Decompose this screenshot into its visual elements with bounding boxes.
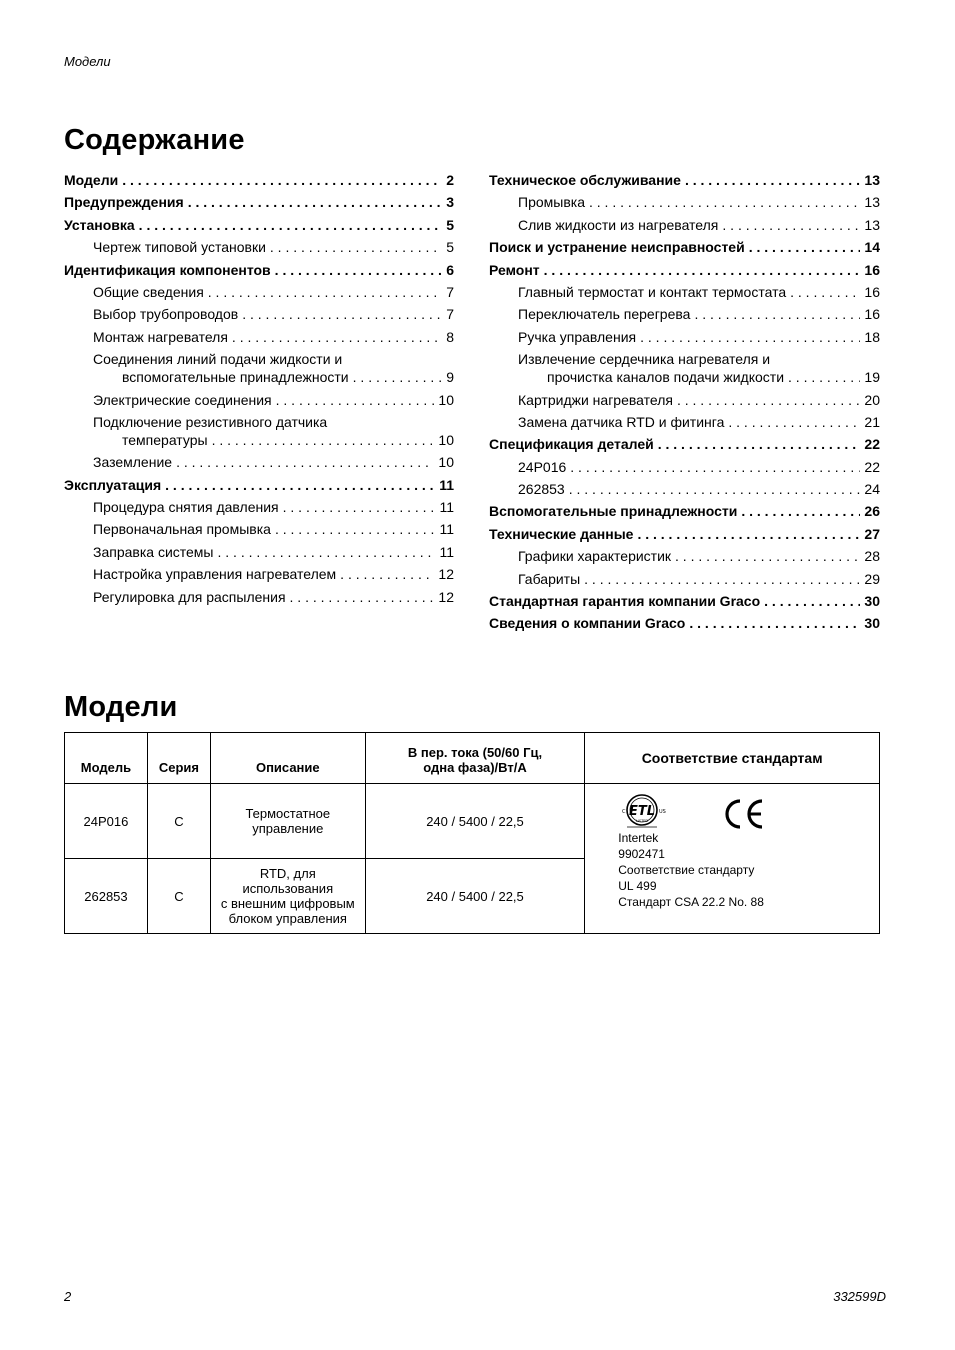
toc-entry-page: 22 (864, 458, 880, 475)
toc-entry-page: 13 (864, 172, 880, 188)
toc-entry[interactable] (489, 478, 880, 500)
toc-entry[interactable] (64, 259, 454, 281)
etl-listed-logo (618, 792, 670, 836)
svg-text:US: US (659, 809, 667, 815)
toc-entry-page: 16 (864, 261, 880, 278)
cell-model: 262853 (65, 859, 148, 934)
toc-leader-dots (276, 391, 435, 409)
toc-leader-dots (208, 283, 442, 301)
svg-text:LISTED: LISTED (636, 819, 649, 823)
header-ac-line2: одна фаза)/Вт/А (423, 760, 527, 775)
toc-entry-page: 30 (864, 593, 880, 610)
toc-entry-title: Чертеж типовой установки (93, 239, 266, 256)
toc-entry-page: 5 (446, 216, 454, 233)
toc-entry[interactable] (64, 303, 454, 325)
toc-leader-dots (741, 502, 860, 520)
toc-entry[interactable] (489, 612, 880, 634)
toc-entry-title: Ремонт (489, 261, 540, 278)
toc-entry[interactable] (489, 169, 880, 191)
cell-compliance (585, 784, 880, 934)
description-line: управление (252, 821, 324, 836)
toc-entry[interactable] (64, 236, 454, 258)
compliance-line: Соответствие стандарту (618, 863, 755, 877)
toc-entry[interactable] (64, 326, 454, 348)
toc-entry-title: Поиск и устранение неисправностей (489, 239, 745, 256)
toc-entry-page: 5 (446, 239, 454, 256)
toc-leader-dots (218, 543, 436, 561)
toc-entry-title: Подключение резистивного датчика (93, 413, 328, 430)
toc-entry-title: Техническое обслуживание (489, 172, 681, 188)
toc-entry-title: Выбор трубопроводов (93, 306, 239, 323)
toc-leader-dots (790, 283, 860, 301)
toc-entry[interactable] (489, 281, 880, 303)
toc-entry-title: Переключатель перегрева (518, 306, 691, 323)
toc-entry-page: 10 (438, 454, 454, 471)
toc-entry[interactable] (489, 456, 880, 478)
toc-entry[interactable] (64, 496, 454, 518)
toc-entry-title: Слив жидкости из нагревателя (518, 216, 719, 233)
toc-entry-page: 19 (864, 369, 880, 386)
toc-leader-dots (677, 391, 860, 409)
toc-entry[interactable] (64, 451, 454, 473)
toc-entry[interactable] (489, 523, 880, 545)
cell-model: 24P016 (65, 784, 148, 859)
toc-entry-title: Картриджи нагревателя (518, 391, 673, 408)
toc-entry-page: 8 (446, 328, 454, 345)
toc-entry[interactable] (64, 541, 454, 563)
toc-leader-dots (290, 588, 435, 606)
toc-entry-page: 16 (864, 283, 880, 300)
description-line: Термостатное (245, 806, 331, 821)
toc-leader-dots (570, 458, 860, 476)
toc-title: Содержание (64, 124, 245, 156)
toc-entry-title: Спецификация деталей (489, 436, 654, 453)
intertek-label: Intertek (618, 831, 659, 845)
toc-entry[interactable] (489, 259, 880, 281)
toc-entry-title: Эксплуатация (64, 476, 162, 493)
svg-text:ETL: ETL (629, 804, 656, 819)
toc-leader-dots (722, 216, 860, 234)
toc-entry-page: 28 (864, 548, 880, 565)
toc-entry[interactable] (489, 568, 880, 590)
toc-entry-page: 24 (864, 481, 880, 498)
running-header: Модели (64, 54, 111, 69)
header-series: Серия (147, 733, 210, 784)
toc-entry-title: Установка (64, 216, 135, 233)
toc-entry-page: 12 (438, 588, 454, 605)
toc-leader-dots (212, 431, 435, 449)
toc-leader-dots (165, 476, 435, 494)
toc-leader-dots (122, 171, 442, 189)
toc-entry-title: Главный термостат и контакт термостата (518, 283, 787, 300)
toc-entry-title: Графики характеристик (518, 548, 672, 565)
toc-entry-page: 11 (439, 476, 454, 493)
toc-entry-page: 11 (439, 521, 454, 538)
toc-leader-dots (675, 547, 860, 565)
table-row (65, 784, 880, 859)
toc-entry-page: 12 (438, 566, 454, 583)
toc-entry-title: Сведения о компании Graco (489, 615, 686, 632)
toc-entry-page: 7 (446, 306, 454, 323)
toc-leader-dots (637, 525, 860, 543)
toc-entry[interactable] (64, 281, 454, 303)
toc-leader-dots (788, 368, 860, 386)
toc-leader-dots (749, 238, 861, 256)
toc-entry-title: 262853 (518, 481, 565, 498)
header-ac (365, 733, 585, 784)
toc-entry-page: 14 (864, 239, 880, 256)
toc-entry-page: 7 (446, 283, 454, 300)
header-standards: Соответствие стандартам (585, 733, 880, 784)
toc-entry[interactable] (489, 389, 880, 411)
toc-entry-title: Заземление (93, 454, 173, 471)
toc-entry-title: 24P016 (518, 458, 567, 475)
toc-entry-title: Регулировка для распыления (93, 588, 286, 605)
toc-entry-page: 21 (864, 413, 880, 430)
toc-leader-dots (589, 193, 860, 211)
toc-entry-title: Заправка системы (93, 543, 214, 560)
toc-leader-dots (689, 614, 860, 632)
toc-right-column (489, 169, 880, 635)
toc-entry[interactable] (64, 214, 454, 236)
toc-leader-dots (544, 261, 861, 279)
toc-entry-continuation (93, 368, 454, 386)
toc-entry-page: 9 (446, 369, 454, 386)
toc-entry-page: 27 (864, 525, 880, 542)
toc-entry[interactable] (64, 563, 454, 585)
compliance-line: Стандарт CSA 22.2 No. 88 (618, 895, 764, 909)
toc-entry-title: Ручка управления (518, 328, 637, 345)
toc-entry-title: Предупреждения (64, 194, 184, 211)
toc-leader-dots (658, 435, 861, 453)
cell-series: C (147, 784, 210, 859)
toc-leader-dots (283, 498, 436, 516)
toc-leader-dots (353, 368, 443, 386)
header-ac-line1: В пер. тока (50/60 Гц, (407, 745, 543, 760)
toc-entry[interactable] (489, 545, 880, 567)
toc-entry[interactable] (64, 191, 454, 213)
toc-entry[interactable] (489, 411, 880, 433)
toc-entry-title: Общие сведения (93, 283, 204, 300)
toc-entry-page: 10 (438, 391, 454, 408)
toc-leader-dots (685, 171, 860, 189)
toc-entry-title: Извлечение сердечника нагревателя и (518, 351, 771, 368)
description-line: блоком управления (228, 911, 347, 926)
toc-entry-page: 20 (864, 391, 880, 408)
toc-leader-dots (569, 480, 861, 498)
toc-entry-page: 29 (864, 570, 880, 587)
toc-entry-title-cont: прочистка каналов подачи жидкости (547, 369, 785, 386)
toc-leader-dots (640, 328, 860, 346)
toc-entry[interactable] (489, 348, 880, 388)
toc-entry[interactable] (64, 586, 454, 608)
toc-entry-title: Вспомогательные принадлежности (489, 503, 738, 520)
toc-entry-page: 11 (439, 543, 454, 560)
toc-leader-dots (694, 305, 860, 323)
toc-entry-page: 18 (864, 328, 880, 345)
cert-number: 9902471 (618, 847, 665, 861)
toc-leader-dots (764, 592, 860, 610)
toc-entry-title-cont: вспомогательные принадлежности (122, 369, 349, 386)
toc-leader-dots (728, 413, 860, 431)
toc-leader-dots (270, 238, 442, 256)
ce-mark-icon (720, 797, 768, 831)
toc-leader-dots (584, 570, 860, 588)
description-line: RTD, для использования (242, 866, 334, 896)
toc-left-column (64, 169, 454, 608)
models-title: Модели (64, 691, 178, 723)
toc-leader-dots (139, 216, 443, 234)
toc-entry[interactable] (489, 214, 880, 236)
cell-description (210, 784, 365, 859)
description-line: с внешним цифровым (220, 896, 355, 911)
toc-leader-dots (188, 193, 443, 211)
toc-entry-page: 6 (446, 261, 454, 278)
toc-entry[interactable] (489, 191, 880, 213)
toc-entry[interactable] (489, 500, 880, 522)
toc-entry-page: 2 (446, 172, 454, 188)
header-description: Описание (210, 733, 365, 784)
toc-entry-page: 13 (864, 216, 880, 233)
toc-entry-title: Электрические соединения (93, 391, 272, 408)
toc-entry-page: 26 (864, 503, 880, 520)
toc-leader-dots (242, 305, 442, 323)
toc-entry-continuation (518, 368, 880, 386)
page-number: 2 (64, 1289, 72, 1304)
toc-leader-dots (176, 453, 434, 471)
svg-text:C: C (622, 809, 626, 815)
toc-entry-title: Технические данные (489, 525, 634, 542)
toc-entry-title: Стандартная гарантия компании Graco (489, 593, 761, 610)
toc-entry-title: Габариты (518, 570, 581, 587)
toc-entry-title: Монтаж нагревателя (93, 328, 228, 345)
toc-entry[interactable] (64, 389, 454, 411)
toc-entry-page: 30 (864, 615, 880, 632)
toc-entry[interactable] (489, 433, 880, 455)
toc-entry-title: Идентификация компонентов (64, 261, 271, 278)
toc-entry[interactable] (489, 236, 880, 258)
toc-entry-page: 10 (438, 431, 454, 448)
toc-entry-title: Соединения линий подачи жидкости и (93, 351, 343, 368)
header-model: Модель (65, 733, 148, 784)
cell-ac: 240 / 5400 / 22,5 (365, 859, 585, 934)
toc-entry[interactable] (64, 411, 454, 451)
cell-description (210, 859, 365, 934)
toc-entry[interactable] (64, 169, 454, 191)
toc-leader-dots (232, 328, 442, 346)
toc-entry-title: Процедура снятия давления (93, 499, 279, 516)
cell-series: C (147, 859, 210, 934)
toc-entry[interactable] (64, 348, 454, 388)
models-header-row (65, 733, 880, 784)
toc-entry[interactable] (489, 303, 880, 325)
toc-entry-title: Первоначальная промывка (93, 521, 271, 538)
compliance-line: UL 499 (618, 879, 657, 893)
cell-ac: 240 / 5400 / 22,5 (365, 784, 585, 859)
toc-entry[interactable] (489, 590, 880, 612)
toc-leader-dots (275, 261, 443, 279)
toc-entry-continuation (93, 431, 454, 449)
toc-entry-page: 11 (439, 499, 454, 516)
document-number: 332599D (833, 1289, 886, 1304)
toc-entry-title: Замена датчика RTD и фитинга (518, 413, 725, 430)
toc-entry-page: 13 (864, 194, 880, 211)
toc-leader-dots (275, 520, 436, 538)
toc-entry-page: 22 (864, 436, 880, 453)
toc-entry-title: Настройка управления нагревателем (93, 566, 337, 583)
toc-entry-title: Модели (64, 172, 119, 188)
toc-entry[interactable] (64, 518, 454, 540)
toc-leader-dots (340, 565, 434, 583)
toc-entry[interactable] (64, 474, 454, 496)
toc-entry-title: Промывка (518, 194, 585, 211)
toc-entry-page: 3 (446, 194, 454, 211)
toc-entry-page: 16 (864, 306, 880, 323)
toc-entry[interactable] (489, 326, 880, 348)
models-table (64, 732, 880, 934)
toc-entry-title-cont: температуры (122, 431, 208, 448)
